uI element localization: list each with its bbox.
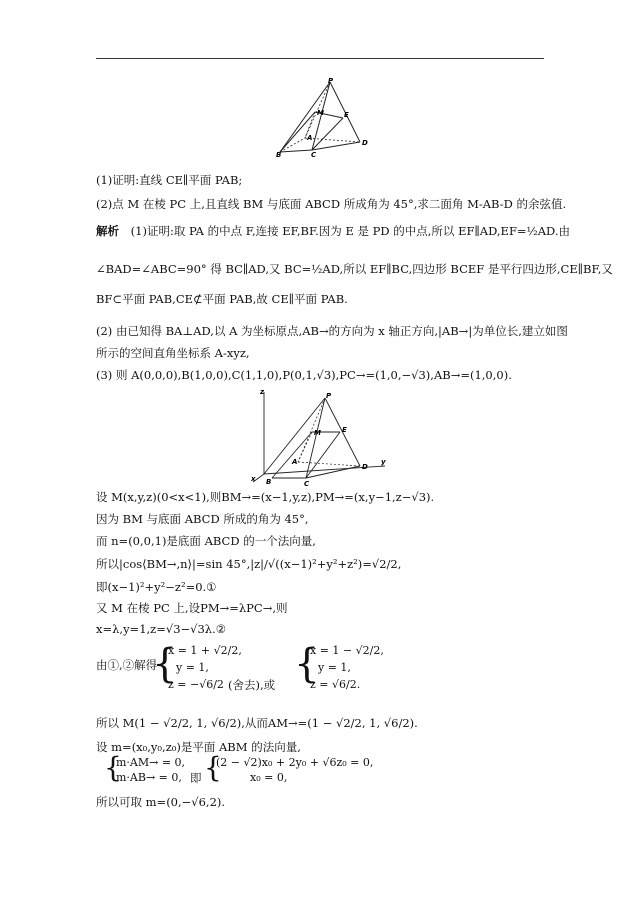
solution-line-14: 由①,②解得 [96,658,158,672]
solution-line-6: (3) 则 A(0,0,0),B(1,0,0),C(1,1,0),P(0,1,√3),PC→=(1,0,−√3),AB→=(1,0,0). [96,368,512,382]
question-2: (2)点 M 在棱 PC 上,且直线 BM 与底面 ABCD 所成角为 45°,求二面角 M-AB-D 的余弦值. [96,197,567,211]
system-1-eq-z: z = −√6/2 [168,678,224,691]
fig2-label-e: E [342,426,347,434]
solution-line-13: x=λ,y=1,z=√3−√3λ.② [96,622,227,636]
fig2-label-m: M [314,429,321,437]
ji-label: 即 [190,771,202,785]
system-1-brace: { [152,641,178,687]
pyramid-figure-1 [275,78,375,158]
solution-line-7: 设 M(x,y,z)(0<x<1),则BM→=(x−1,y,z),PM→=(x,y−1,z−√3). [96,490,435,504]
solution-line-9: 而 n=(0,0,1)是底面 ABCD 的一个法向量, [96,534,316,548]
coordinate-figure-2 [250,388,390,488]
solution-line-17: 所以可取 m=(0,−√6,2). [96,795,226,809]
system-2-eq-y: y = 1, [318,661,351,674]
system-4-eq-1: (2 − √2)x₀ + 2y₀ + √6z₀ = 0, [216,756,374,769]
fig2-label-c: C [304,480,310,488]
fig1-label-e: E [344,111,349,119]
system-2-brace: { [294,641,320,687]
discard-note: (舍去),或 [228,678,276,692]
system-2-eq-z: z = √6/2. [310,678,361,691]
solution-line-5: 所示的空间直角坐标系 A-xyz, [96,346,250,360]
fig1-label-a: A [307,134,313,142]
fig1-label-m: M [317,109,324,117]
fig2-label-b: B [266,478,272,486]
system-3-eq-2: m·AB→ = 0, [116,771,182,784]
system-1-eq-x: x = 1 + √2/2, [168,644,242,657]
solution-line-11: 即(x−1)²+y²−z²=0.① [96,580,217,594]
system-1-eq-y: y = 1, [176,661,209,674]
fig2-label-d: D [362,463,368,471]
fig2-label-a: A [292,458,298,466]
question-1: (1)证明:直线 CE∥平面 PAB; [96,173,243,187]
system-2-eq-x: x = 1 − √2/2, [310,644,384,657]
system-4-brace: { [204,751,222,784]
fig1-label-b: B [276,151,282,158]
system-3-brace: { [104,751,122,784]
fig1-label-c: C [311,151,317,158]
solution-text-1: (1)证明:取 PA 的中点 F,连接 EF,BF.因为 E 是 PD 的中点,所以 EF∥AD,EF=½AD.由 [130,224,570,238]
solution-line-12: 又 M 在棱 PC 上,设PM→=λPC→,则 [96,601,288,615]
fig2-label-x: x [251,475,256,483]
fig1-label-d: D [362,139,368,147]
solution-line-8: 因为 BM 与底面 ABCD 所成的角为 45°, [96,512,309,526]
solution-line-4: (2) 由已知得 BA⊥AD,以 A 为坐标原点,AB→的方向为 x 轴正方向,|AB→|为单位长,建立如图 [96,324,568,338]
jiexi-label: 解析 [96,224,119,238]
solution-line-3: BF⊂平面 PAB,CE⊄平面 PAB,故 CE∥平面 PAB. [96,292,348,306]
system-4-eq-2: x₀ = 0, [250,771,288,784]
fig2-label-p: P [326,392,332,400]
solution-line-1 [96,224,570,239]
fig2-label-y: y [381,458,386,466]
solution-line-16: 设 m=(x₀,y₀,z₀)是平面 ABM 的法向量, [96,740,301,754]
solution-line-2: ∠BAD=∠ABC=90° 得 BC∥AD,又 BC=½AD,所以 EF∥BC,四边形 BCEF 是平行四边形,CE∥BF,又 [96,262,613,276]
solution-line-15: 所以 M(1 − √2/2, 1, √6/2),从而AM→=(1 − √2/2, 1, √6/2). [96,716,418,730]
solution-line-10: 所以|cos⟨BM→,n⟩|=sin 45°,|z|/√((x−1)²+y²+z²)=√2/2, [96,557,402,571]
fig1-label-p: P [328,78,334,85]
system-3-eq-1: m·AM→ = 0, [116,756,186,769]
fig2-label-z: z [260,388,265,396]
top-rule [96,58,544,59]
